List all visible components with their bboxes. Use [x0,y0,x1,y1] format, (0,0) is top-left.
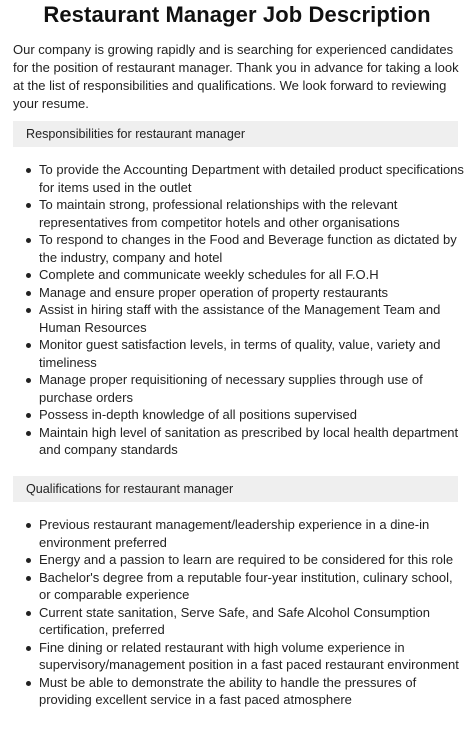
list-item: Current state sanitation, Serve Safe, and Safe Alcohol Consumption certification, preferred [0,604,474,639]
list-item: Must be able to demonstrate the ability to handle the pressures of providing excellent service in a fast paced atmosphere [0,674,474,709]
list-item: Monitor guest satisfaction levels, in terms of quality, value, variety and timeliness [0,336,474,371]
page-title: Restaurant Manager Job Description [43,2,431,27]
list-item: Manage and ensure proper operation of property restaurants [0,284,474,302]
list-item: Manage proper requisitioning of necessary supplies through use of purchase orders [0,371,474,406]
list-item: Maintain high level of sanitation as prescribed by local health department and company standards [0,424,474,459]
list-item: Bachelor's degree from a reputable four-year institution, culinary school, or comparable experience [0,569,474,604]
list-item: To maintain strong, professional relationships with the relevant representatives from competitor hotels and other organisations [0,196,474,231]
intro-paragraph: Our company is growing rapidly and is searching for experienced candidates for the position of restaurant manager. Thank you in advance for taking a look at the list of responsibilities and qualifications. We look forward to reviewing your resume. [13,42,459,111]
list-item: Assist in hiring staff with the assistance of the Management Team and Human Resources [0,301,474,336]
list-item: Fine dining or related restaurant with high volume experience in supervisory/management position in a fast paced restaurant environment [0,639,474,674]
list-item: To respond to changes in the Food and Beverage function as dictated by the industry, company and hotel [0,231,474,266]
list-item: Complete and communicate weekly schedules for all F.O.H [0,266,474,284]
qualifications-header: Qualifications for restaurant manager [13,476,458,502]
list-item: Energy and a passion to learn are required to be considered for this role [0,551,474,569]
responsibilities-header: Responsibilities for restaurant manager [13,121,458,147]
list-item: Possess in-depth knowledge of all positions supervised [0,406,474,424]
qualifications-list [0,516,474,709]
list-item: Previous restaurant management/leadership experience in a dine-in environment preferred [0,516,474,551]
list-item: To provide the Accounting Department with detailed product specifications for items used in the outlet [0,161,474,196]
responsibilities-list [0,161,474,459]
